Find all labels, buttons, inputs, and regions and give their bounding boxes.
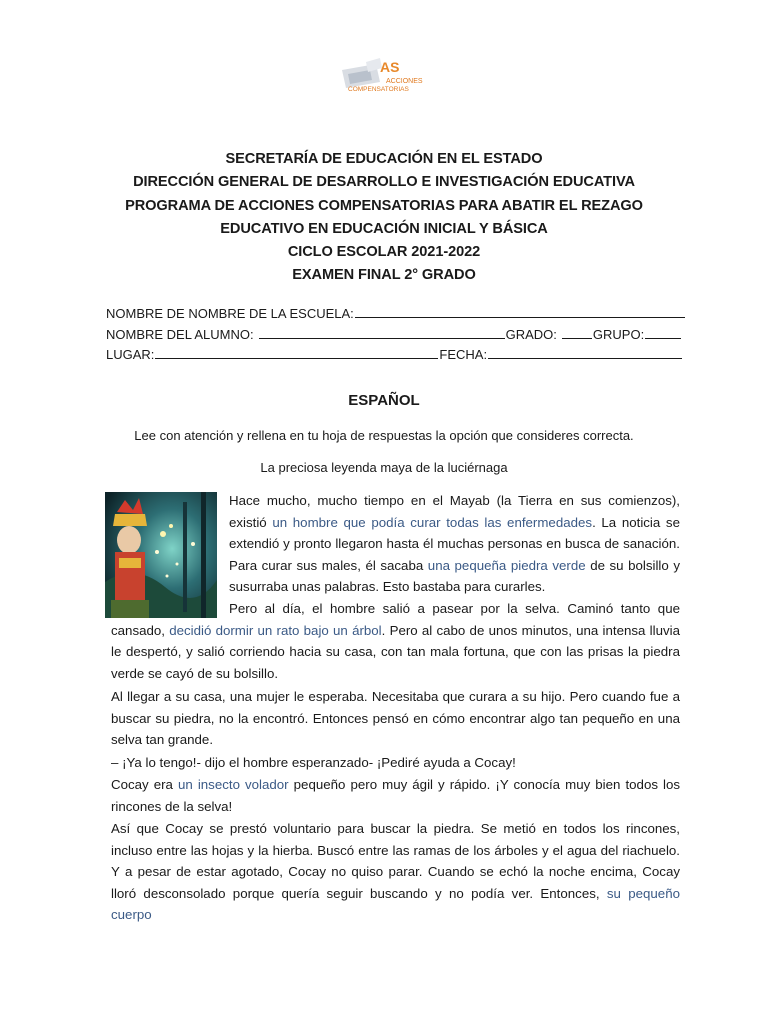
header-line-5: CICLO ESCOLAR 2021-2022 [287, 244, 481, 261]
story-title: La preciosa leyenda maya de la luciérnaga [260, 460, 508, 475]
header-line-2: DIRECCIÓN GENERAL DE DESARROLLO E INVESTIGACIÓN EDUCATIVA [133, 174, 635, 191]
logo-mark: AS [380, 59, 400, 75]
instructions: Lee con atención y rellena en tu hoja de respuestas la opción que consideres correcta. [134, 428, 634, 443]
story-paragraph-4: – ¡Ya lo tengo!- dijo el hombre esperanzado- ¡Pediré ayuda a Cocay! [111, 755, 516, 770]
header-line-3: PROGRAMA DE ACCIONES COMPENSATORIAS PARA ABATIR EL REZAGO [125, 197, 643, 214]
logo-text-2: COMPENSATORIAS [348, 86, 409, 93]
group-label: GRUPO: [592, 326, 645, 342]
story-paragraph-5: Cocay era un insecto volador pequeño pero muy ágil y rápido. ¡Y conocía muy bien todos los rincones de la selva! [111, 777, 681, 814]
student-row [106, 325, 686, 346]
group-field[interactable] [645, 325, 681, 339]
date-field[interactable] [488, 345, 682, 359]
header-line-4: EDUCATIVO EN EDUCACIÓN INICIAL Y BÁSICA [220, 220, 548, 237]
grade-label: GRADO: [505, 326, 557, 342]
place-label: LUGAR: [106, 347, 155, 362]
place-field[interactable] [155, 345, 438, 359]
header-line-6: EXAMEN FINAL 2° GRADO [292, 267, 476, 284]
document-header [0, 148, 768, 288]
student-label: NOMBRE DEL ALUMNO: [106, 326, 254, 342]
student-info-form [106, 304, 686, 366]
school-label: NOMBRE DE NOMBRE DE LA ESCUELA: [106, 306, 354, 321]
section-title: ESPAÑOL [348, 392, 420, 409]
program-logo [336, 52, 424, 98]
place-row [106, 345, 686, 366]
logo-text-1: ACCIONES [386, 78, 423, 85]
story-paragraph-2: Pero al día, el hombre salió a pasear por la selva. Caminó tanto que cansado, decidió dormir un rato bajo un árbol. Pero al cabo de unos minutos, una intensa lluvia le despertó, y salió corriendo hacia su casa, con tan mala fortuna, que con las prisas la piedra verde se cayó de su bolsillo. [111, 601, 680, 681]
story-paragraph-1: Hace mucho, mucho tiempo en el Mayab (la Tierra en sus comienzos), existió un hombre que podía curar todas las enfermedades. La noticia se extendió y pronto llegaron hasta él muchas personas en busca de sanación. Para curar sus males, él sacaba una pequeña piedra verde de su bolsillo y susurraba unas palabras. Esto bastaba para curarles. [229, 493, 680, 595]
date-label: FECHA: [439, 347, 488, 362]
school-row [106, 304, 686, 325]
story-paragraph-3: Al llegar a su casa, una mujer le esperaba. Necesitaba que curara a su hijo. Pero cuando fue a buscar su piedra, no la encontró. Entonces pensó en cómo encontrar algo tan pequeño en una selva tan grande. [111, 689, 680, 748]
story-paragraph-6: Así que Cocay se prestó voluntario para buscar la piedra. Se metió en todos los rincones, incluso entre las hojas y la hierba. Buscó entre las ramas de los árboles y el agua del riachuelo. Y a pesar de estar agotado, Cocay no quiso parar. Cuando se echó la noche encima, Cocay lloró desconsolado porque quería seguir buscando y no podía ver. Entonces, su pequeño cuerpo [111, 821, 680, 923]
header-line-1: SECRETARÍA DE EDUCACIÓN EN EL ESTADO [225, 151, 543, 167]
grade-field[interactable] [562, 325, 592, 339]
school-field[interactable] [355, 304, 685, 318]
student-name-field[interactable] [259, 325, 505, 339]
